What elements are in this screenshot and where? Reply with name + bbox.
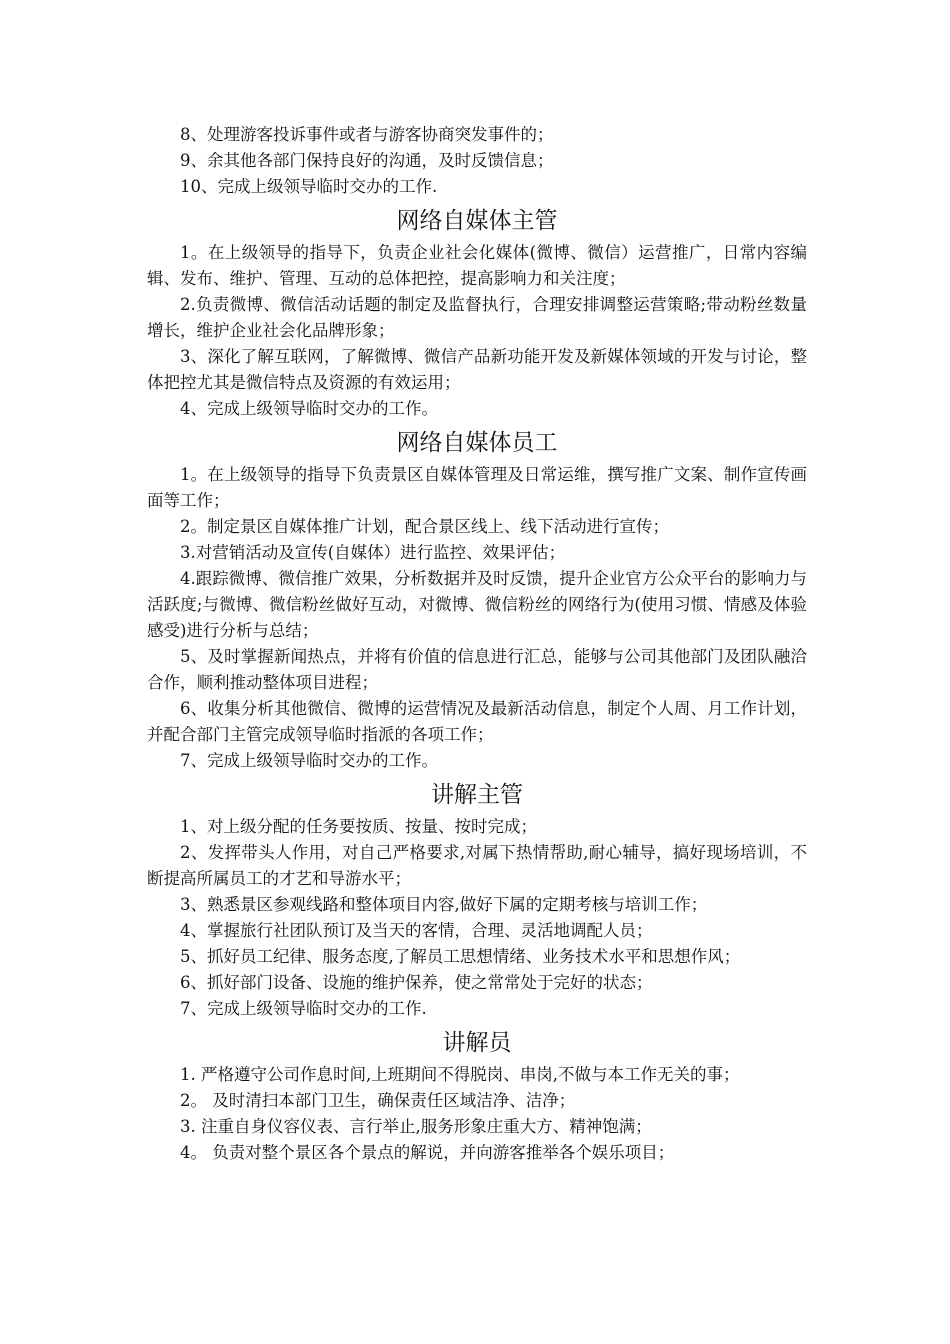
list-item: 1、对上级分配的任务要按质、按量、按时完成； bbox=[180, 817, 537, 836]
section-media-supervisor bbox=[147, 200, 807, 422]
list-item: 2。制定景区自媒体推广计划，配合景区线上、线下活动进行宣传； bbox=[180, 517, 669, 536]
section-heading: 讲解员 bbox=[442, 1030, 512, 1056]
list-item: 3.对营销活动及宣传(自媒体）进行监控、效果评估； bbox=[180, 543, 566, 562]
list-item: 2、发挥带头人作用，对自己严格要求,对属下热情帮助,耐心辅导，搞好现场培训，不断提高所属员工的才艺和导游水平； bbox=[147, 843, 807, 888]
list-item: 5、抓好员工纪律、服务态度,了解员工思想情绪、业务技术水平和思想作风； bbox=[180, 947, 741, 966]
list-item: 2。 及时清扫本部门卫生，确保责任区域洁净、洁净； bbox=[180, 1091, 576, 1110]
list-item: 3. 注重自身仪容仪表、言行举止,服务形象庄重大方、精神饱满； bbox=[180, 1117, 652, 1136]
list-item: 1。在上级领导的指导下，负责企业社会化媒体(微博、微信）运营推广，日常内容编辑、发布、维护、管理、互动的总体把控，提高影响力和关注度； bbox=[147, 243, 807, 288]
list-item: 7、完成上级领导临时交办的工作。 bbox=[180, 751, 438, 770]
list-item: 4。 负责对整个景区各个景点的解说，并向游客推举各个娱乐项目； bbox=[180, 1143, 675, 1162]
list-item: 3、熟悉景区参观线路和整体项目内容,做好下属的定期考核与培训工作； bbox=[180, 895, 708, 914]
list-item: 10、完成上级领导临时交办的工作. bbox=[180, 177, 438, 196]
list-item: 7、完成上级领导临时交办的工作. bbox=[180, 999, 427, 1018]
section-continuation bbox=[147, 122, 807, 200]
section-heading: 网络自媒体主管 bbox=[396, 208, 558, 234]
section-guide bbox=[147, 1022, 807, 1166]
list-item: 3、深化了解互联网，了解微博、微信产品新功能开发及新媒体领域的开发与讨论，整体把控尤其是微信特点及资源的有效运用； bbox=[147, 347, 807, 392]
section-guide-supervisor bbox=[147, 774, 807, 1022]
list-item: 5、及时掌握新闻热点，并将有价值的信息进行汇总，能够与公司其他部门及团队融洽合作，顺利推动整体项目进程； bbox=[147, 647, 807, 692]
list-item: 6、抓好部门设备、设施的维护保养，使之常常处于完好的状态； bbox=[180, 973, 653, 992]
list-item: 4、完成上级领导临时交办的工作。 bbox=[180, 399, 438, 418]
list-item: 6、收集分析其他微信、微博的运营情况及最新活动信息，制定个人周、月工作计划，并配合部门主管完成领导临时指派的各项工作； bbox=[147, 699, 807, 744]
section-media-staff bbox=[147, 422, 807, 774]
list-item: 8、处理游客投诉事件或者与游客协商突发事件的； bbox=[180, 125, 554, 144]
section-heading: 网络自媒体员工 bbox=[396, 430, 558, 456]
list-item: 4、掌握旅行社团队预订及当天的客情，合理、灵活地调配人员； bbox=[180, 921, 653, 940]
section-heading: 讲解主管 bbox=[431, 782, 523, 808]
document-page bbox=[147, 122, 807, 1166]
list-item: 1. 严格遵守公司作息时间,上班期间不得脱岗、串岗,不做与本工作无关的事； bbox=[180, 1065, 740, 1084]
list-item: 4.跟踪微博、微信推广效果，分析数据并及时反馈，提升企业官方公众平台的影响力与活跃度;与微博、微信粉丝做好互动，对微博、微信粉丝的网络行为(使用习惯、情感及体验感受)进行分析与总结； bbox=[147, 569, 807, 640]
list-item: 1。在上级领导的指导下负责景区自媒体管理及日常运维，撰写推广文案、制作宣传画面等工作； bbox=[147, 465, 807, 510]
list-item: 9、余其他各部门保持良好的沟通，及时反馈信息； bbox=[180, 151, 554, 170]
list-item: 2.负责微博、微信活动话题的制定及监督执行，合理安排调整运营策略;带动粉丝数量增长，维护企业社会化品牌形象； bbox=[147, 295, 807, 340]
